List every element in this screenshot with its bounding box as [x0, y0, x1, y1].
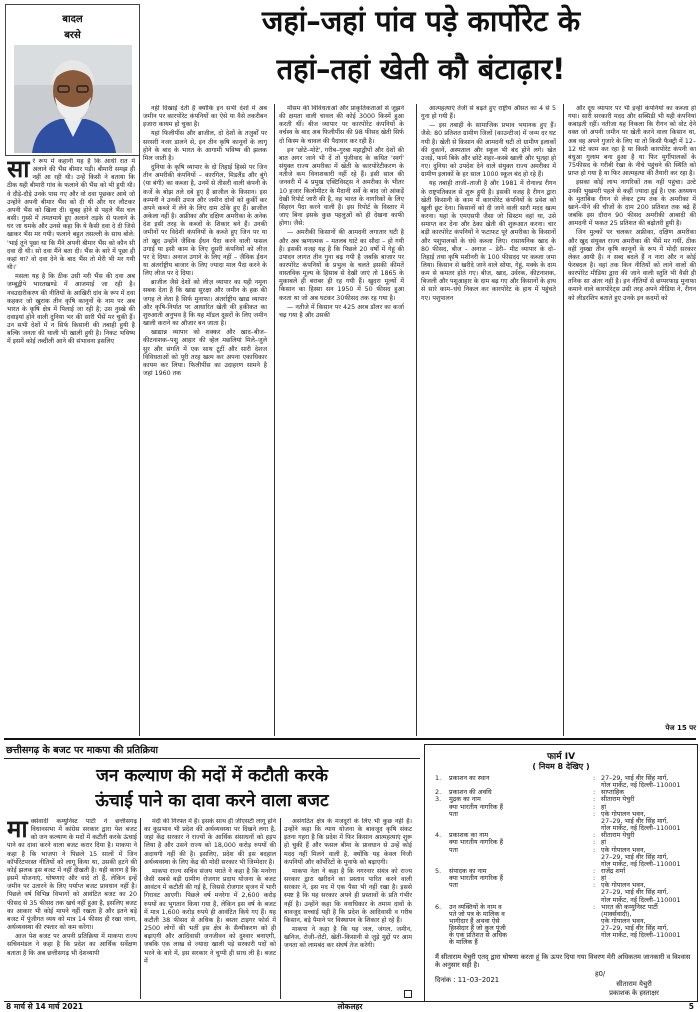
form-row-colon: : — [593, 809, 596, 818]
form-subtitle: ( नियम 8 देखिए ) — [532, 762, 590, 771]
form-row-value: 27–29, भाई वीर सिंह मार्ग, — [601, 852, 669, 861]
form-row-value: एके गोपालन भवन, — [601, 845, 646, 854]
form-row-value: गोल मार्केट, नई दिल्ली–110001 — [601, 895, 681, 904]
form-row-label: पता — [449, 881, 458, 890]
budget-col3-para: असंगठित क्षेत्र के मजदूरों के लिए भी कुछ नहीं है। उन्होंने कहा कि न्याय योजना के बावजूद कृषि संकट इतना गहरा है कि प्रदेश में फिर किसान आत्महत्याएं शुरू हो चुकी हैं और फसल बीमा के प्रावधान से उन्हें कोई मदद नहीं मिलने वाली है, क्योंकि यह केवल निजी कंपनियों और कॉर्पोरेटों के मुनाफे को बढ़ाएगी। — [284, 818, 412, 866]
form-row-num: 6. — [435, 902, 442, 911]
form-row-colon: : — [593, 845, 596, 854]
form-row-value: एके गोपालन भवन, — [601, 809, 646, 818]
form-row-label: के मालिक हैं — [449, 938, 478, 947]
budget-kicker: छत्तीसगढ़ के बजट पर माकपा की प्रतिक्रिया — [6, 745, 159, 756]
lead-article-column-4 — [421, 105, 556, 735]
continued-label: पेज 15 पर — [665, 724, 696, 732]
lead-article-column-3 — [279, 105, 404, 735]
budget-headline-line1: जन कल्याण की मदों में कटौती करके — [96, 766, 328, 786]
form-row-value: हां — [601, 838, 607, 847]
form-row-colon: : — [593, 902, 596, 911]
form-row-label: पता — [449, 845, 458, 854]
lead-col3-para: — नतीजे में किसान पर 425 अरब डॉलर का कर्जा चढ़ गया है और उसकी — [279, 303, 404, 319]
footer-date: 8 मार्च से 14 मार्च 2021 — [6, 1002, 84, 1011]
form-row-num: 5. — [435, 866, 442, 875]
lead-col3-para: मौसम की विविधताओं और प्राकृतिकताओं से जूझने की क्षमता वाली चावल की कोई 3000 किस्में हुआ करती थीं। बीज व्यापार पर कारपोरेट कंपनियों के वर्चस्व के बाद अब फिलीपींस की 98 फीसद खेती सिर्फ दो किस्म के चावल की पैदावार कर रही है। — [279, 105, 404, 145]
form-row-label: क्या भारतीय नागरिक हैं — [449, 802, 504, 811]
form-row-num: 2. — [435, 788, 442, 797]
form-row-value: गोल मार्केट, नई दिल्ली–110001 — [601, 824, 681, 833]
lead-col3-para: इन 'छोटे–मोटे', गरीब–गुरबा महाद्वीपों और देशों की बात अगर जाने भी दें तो पूंजीवाद के कथित 'स्वर्ग' संयुक्त राज्य अमरीका में खेती के कारपोरेटीकरण के नतीजे कम विनाशकारी नहीं रहे हैं। इसी साल की जनवरी में 4 प्रमुख एक्टिविस्ट्स ने अमरीका के भीतर 10 हजार किलोमीटर के मैदानी सर्वे के बाद जो आंकड़ें देखी रिपोर्ट जारी की है, वह भारत के नागरिकों के लिए सिहरन पैदा करने वाली है। इस रिपोर्ट के विस्तार में जाए बिना इसके कुछ पहलुओं को ही देखना काफी होगा। जैसे: — [279, 146, 404, 228]
form-row-value: 27–29, भाई वीर सिंह मार्ग, — [601, 924, 669, 933]
form-rows — [435, 775, 697, 947]
form-iv-box — [424, 744, 698, 1002]
budget-col3-para: माकपा नेता ने कहा है कि नगरनार संयंत्र को राज्य सरकार द्वारा खरीदने का प्रस्ताव पारित करने वाली सरकार ने, इस मद में एक पैसा भी नहीं रखा है। इससे स्पष्ट है कि यह सरकार अपने ही प्रस्तावों के प्रति गंभीर नहीं है। उन्होंने कहा कि वनाधिकार के तमाम दावों के बावजूद सच्चाई यही है कि प्रदेश के आदिवासी व गरीब किसान, बड़े पैमाने पर विस्थापन के शिकार हो रहे हैं। — [284, 867, 412, 924]
form-row-value: सीताराम येचुरी — [601, 795, 635, 804]
form-row-colon: : — [593, 788, 596, 797]
form-row-label: क्या भारतीय नागरिक हैं — [449, 838, 504, 847]
end-mark — [404, 990, 412, 998]
budget-dropcap: मा — [7, 818, 28, 843]
lead-headline-line1: जहां–जहां पांव पड़े कार्पोरेट के — [261, 4, 581, 38]
column-box — [5, 4, 140, 156]
budget-article-column-1 — [7, 818, 137, 999]
lead-col4-para: — इस तबाही के सामाजिक प्रभाव भयानक हुए हैं। जैसे: 80 प्रतिशत ग्रामीण जिलों (काउन्टीज) में जन्म दर घट गयी है। खेती से किसान की आमदनी घटी तो ग्रामीण इलाकों की दुकानें, अस्पताल और स्कूल भी बंद होने लगे। खेत उजड़े, फार्म बिके और छोटे शहर–कस्बे खाली और भुतहा हो गए। दुनिया को उपदेश देने वाले संयुक्त राज्य अमरीका में ग्रामीण इलाकों के हर साल 1000 स्कूल बंद हो रहे हैं। — [421, 122, 556, 179]
lead-col1-para: मसला यह है कि ठीक उसी मरी भैंस की दवा अब जम्बूद्वीपे भारतखण्डे में आजमाई जा रही है। नवउदारीकरण की नीतियों के आखिरी दांव के रूप में दवा कहकर जो खुराक तीन कृषि कानूनों के नाम पर अब भारत के कृषि क्षेत्र में पिलाई जा रही है; उस नुस्खे की दवाइयां होने वाली दुनिया भर की सारी भैंसें मर चुकी हैं। उन सभी देशों में न सिर्फ किसानी की तबाही हुयी है बल्कि जनता की थाली भी खाली हुयी है। निकट भविष्य में इसमें कोई तब्दीली आने की संभावना इसलिए — [7, 273, 135, 346]
lead-col4-para: आत्महत्याएं तेजी से बढ़ते हुए राष्ट्रीय औसत का 4 से 5 गुना हो गयी हैं। — [421, 105, 556, 121]
lead-col3-para: — अमरीकी किसानों की आमदनी लगातार घटी है और अब ऋणात्मक – मतलब घाटे का सौदा – हो गयी है। इसकी वजह यह है कि पिछले 20 वर्षों में गेहूं की उपादन लागत तीन गुना बढ़ गयी है जबकि बाजार पर कारपोरेट कंपनियों के प्रभुत्व के चलते इसकी कीमतें वास्तविक मूल्य के हिसाब से देखी जाएं तो 1865 के मुकाबले ही बराबर ही रह गयी हैं। खुदरा मूल्यों में किसान का हिस्सा सन 1950 में 50 फीसद हुआ करता था जो अब घटकर 30फीसद तक रह गया है। — [279, 229, 404, 302]
budget-article-column-3 — [284, 818, 412, 999]
form-row-num: 1. — [435, 774, 442, 782]
form-row-value: 27–29, भाई वीर सिंह मार्ग, — [601, 888, 669, 897]
form-row-colon: : — [593, 838, 596, 847]
form-row-value: सीताराम येचुरी — [601, 831, 635, 840]
form-row-colon: : — [593, 866, 596, 875]
form-row-label: प्रकाशन का स्थान — [449, 774, 490, 782]
budget-article-column-2 — [144, 818, 276, 999]
budget-col2-para: मंदी की गिरफ्त में है। इसके साथ ही जीएसटी लागू होने का कुप्रभाव भी प्रदेश की अर्थव्यवस्था पर दिखने लगा है, जहां केंद्र सरकार ने राज्यों के आर्थिक संसाधनों को हड़प लिया है और उसने राज्य को 18,000 करोड़ रुपयों की अदायगी नहीं की है। इसलिए, प्रदेश की इस बदहाल अर्थव्यवस्था के लिए केंद्र की मोदी सरकार भी जिम्मेदार है। — [144, 818, 276, 866]
form-row-value: 27–29, भाई वीर सिंह मार्ग, — [601, 774, 669, 782]
form-row-label: क्या भारतीय नागरिक हैं — [449, 874, 504, 883]
form-row-label: संपादक का नाम — [449, 866, 487, 875]
form-row-colon: : — [593, 831, 596, 840]
lead-col5-para: जिन मुल्कों पर चलकर अफ्रीका, दक्षिण अमरीका और खुद संयुक्त राज्य अमरीका की भैंसें मर गयीं, ठीक वही नुस्खा तीन कृषि कानूनों के रूप में मोदी सरकार लेकर आयी है। न सब्द बदले हैं न नारा और न कोई फेरबदल है। वहां तक किन नीतियों को लाने वालों की कारपोरेट मीडिया द्वारा की जाने वाली स्तुति भी वैसी ही तनिक सा अंतर नहीं है। इन नीतियों से छप्परफाड़ मुनाफा कमाने वाले कारपोरेट्स उसी तरह अपने मीडिया ने, रीगन को लीडरशिप बताते हुए उनके इन कदमों को — [568, 229, 696, 302]
form-row — [435, 875, 697, 882]
form-row-colon: : — [593, 881, 596, 890]
lead-headline-line2: तहां–तहां खेती कौ बंटाढ़ार! — [276, 52, 566, 86]
form-row-label: पते जो पत्र के मालिक व — [449, 909, 505, 918]
lead-col2-para: ब्राजील जैसे देशों को लीज़ व्यापार का यही नमूना सबक देता है कि खाद्य सुरक्षा और जमीन के हक़ की जगह ले लेता है सिर्फ मुनाफा। अंतर्राष्ट्रीय खाद्य व्यापार और कृषि-निर्यात पर आधारित खेती की हकीकत का शुरुआती अनुभव है कि यह मॉडल दूसरों के लिए जमीन खाली कराने का औजार बन जाता है। — [143, 279, 267, 328]
lead-col2-para: दुनिया के कृषि व्यापार के दो तिहाई हिस्से पर जिन तीन अमरीकी कंपनियों – कारगिल, मिडलैंड और बुंगे (या बंगी) का कब्जा है, उनमें से तीसरी वाली कंपनी के कर्जे के बोझ तले दबे हुए हैं ब्राजील के किसान। इस कम्पनी ने उनकी उपज और जमीन दोनों को कुर्की कर अपने कब्जे में लेने के लिए दाम ठोंके हुए हैं। ब्राजील अकेला नहीं है। अफ्रीका और दक्षिण अमरीका के अनेक देश इसी तरह के कब्जों के शिकार बने हैं। उनकी जमीनों पर विदेशी कंपनियों के कब्जे हुए जिन पर या तो खुद उन्होंने जैविक ईंधन पैदा करने वाली फसल उगाई या इसी काम के लिए दूसरी कंपनियों को लीज पर दे दिया। अनाज उगाने के लिए नहीं – जैविक ईंधन या अंतर्राष्ट्रीय बाजार के लिए ज्यादा माल पैदा करने के लिए लीज पर दे दिया। — [143, 164, 267, 278]
form-row-value: (मार्क्सवादी), — [601, 909, 632, 918]
lead-col5-para: इसका कोई लाभ नागरिकों तक नहीं पहुंचा। उल्टे उनकी भुखमरी पहले से कहीं ज्यादा हुई है। एक अध्ययन के मुताबिक रीगन से लेकर ट्रम्प तक के अमरीका में खाने–पीने की चीजों के दाम 200 प्रतिशत तक बढ़े हैं जबकि इस दौरान 90 फीसद अमरीकी आबादी की आमदनी में फकत 25 प्रतिशत की बढ़ोतरी हुयी है। — [568, 179, 696, 228]
form-signer-name: सीताराम येचुरी — [616, 980, 652, 988]
columnist-name-line1: बादल — [62, 14, 83, 25]
form-row — [435, 939, 697, 946]
form-row-label: भागीदार हैं अथवा ऐसे — [449, 917, 500, 925]
form-date: दिनांक : 11–03–2021 — [435, 976, 500, 984]
budget-col1-para: आज पेश बजट पर अपनी प्रतिक्रिया में माकपा राज्य सचिवमंडल ने कहा है कि प्रदेश का आर्थिक सर्वेक्षण बताता है कि अब छत्तीसगढ़ भी देशव्यापी — [7, 933, 137, 957]
lead-col4-para: यह तबाही ताजी–ताजी है और 1981 में रोनाल्ड रीगन के राष्ट्रपतिकाल से शुरू हुयी है। इसकी वजह है रीगन द्वारा खेती किसानी के काम में कारपोरेट कंपनियों के प्रवेश को खुली छूट देना। किसानों को दी जाने वाली सारी मदद खत्म करना। यहां के एमएसपी जैसा जो सिस्टम वहां था, उसे समाप्त कर देना और ठेका खेती की शुरूआत करना। चार बड़ी कारपोरेट कंपनियों ने फटाफट पूरे अमरीका के किसानों और पशुपालकों के धंधे कब्जा लिए। रासायनिक खाद के 80 फीसद, बीज – अनाज – डेरी– मीट व्यापार के दो–तिहाई तथा कृषि मशीनरी के 100 फीसदद पर कब्जा जमा लिया। किसान से खरीदे जाने वाले सोया, गेहूं, मक्के के दाम कम से कमतर होते गए। बीज, खाद, उर्वरक, कीटनाशक, बिजली और पशुआहार के दाम बढ़ गए और किसानों के हाथ से सारे काम–धंधे निकल कर कारपोरेट के हाथ में पहुंचते गए। पशुपालन — [421, 180, 556, 302]
columnist-photo — [14, 45, 132, 153]
footer-paper-name: लोकलहर — [337, 1002, 363, 1011]
form-row — [435, 839, 697, 846]
lead-article-column-1 — [7, 158, 135, 734]
form-row-value: एके गोपालन भवन, — [601, 881, 646, 890]
form-row-value: भारत की कम्युनिस्ट पार्टी — [601, 902, 658, 911]
form-row-value: हां — [601, 874, 607, 883]
lead-dropcap: सा — [7, 158, 30, 183]
form-row-colon: : — [593, 874, 596, 883]
form-row-num: 3. — [435, 795, 442, 804]
form-row-label: के एक प्रतिशत से अधिक — [449, 931, 508, 940]
form-signed-mark: ह0/ — [595, 970, 606, 978]
lead-col1-para: रे रूप में कहानी यह है कि आधी रात में अलाने की भैंस बीमार पड़ी। बीमारी समझ ही नहीं आ रही थी। उन्हें किसी ने बताया कि ठीक यही बीमारी गांव के फलाने की भैंस को भी हुयी थी। वे दौड़े-दौड़े उनके पास गए और वो दवा पूछकर आये जो उन्होंने अपनी बीमार भैंस को दी थी और घर लौटकर अपनी भैंस को खिला दी। सुबह होने से पहले भैंस चल बसी। गुस्से में तमतमाये हुए अलाने तड़के से फलाने के घर जा धमके और उनसे कहा कि ये कैसी दवा दे दी जिसे खाकर भैंस मर गयी। फलाने बहुत तसल्ली के साथ बोले: 'भाई तूने पूछा था कि मैंने अपनी बीमार भैंस को कौन सी दवा दी थी। सो दवा मैंने बता दी। भैंस के बारे में पूछा ही कहां था? वो दवा देने के बाद भैंस तो मेरी भी मर गयी थी।' — [7, 158, 135, 272]
form-row-value: एके गोपालन भवन, — [601, 917, 646, 925]
form-row-colon: : — [593, 795, 596, 804]
form-row — [435, 804, 697, 811]
form-row-value: गोल मार्केट, नई दिल्ली–110001 — [601, 781, 681, 790]
form-row-value: 27–29, भाई वीर सिंह मार्ग, — [601, 816, 669, 825]
form-row-label: उन व्यक्तियों के नाम व — [449, 902, 502, 911]
lead-article-column-2 — [143, 105, 267, 735]
form-declaration: मैं सीताराम येचुरी एतद् द्वारा घोषणा करता हूं कि ऊपर दिया गया विवरण मेरी अधिकतम जानकारी व विश्वास के अनुसार सही है। — [435, 953, 691, 970]
lead-col2-para: खाद्यान्न व्यापार को शक्कर और खाद–बीज–कीटनाशक–पशु आहार की व्हेल मछलियां मिले–जुले सुर और संगति में एक साथ टूटीं और सारी देशज विविधताओं को पूरी तरह खत्म कर अपना एकाधिकार कायम कर लिया। फिलीपींस का उदाहरण सामने है जहां 1960 तक — [143, 329, 267, 377]
budget-col3-para: माकपा ने कहा है कि यह जल, जंगल, जमीन, खनिज, रोजी–रोटी, खेती–किसानी से जुड़े मुद्दों पर आम जनता को लामबंद कर संघर्ष तेज करेगी। — [284, 926, 412, 950]
form-row-num: 4. — [435, 831, 442, 840]
form-row-colon: : — [593, 774, 596, 782]
lead-col2-para: यहां फिलीपींस और ब्राजील, दो देशों के तजुर्बों पर सरसरी नजर डालने से, इन तीन कृषि कानूनों के लागू होने के बाद के भारत के आगामी भविष्य की झलक मिल जाती है। — [143, 130, 267, 162]
form-row-value: राजेंद्र शर्मा — [601, 866, 626, 875]
form-signer-title: प्रकाशक के हस्ताक्षर — [609, 989, 659, 997]
form-row-label: पता — [449, 809, 458, 818]
lead-article-column-5 — [568, 105, 696, 719]
footer-page-number: 5 — [688, 1002, 694, 1011]
columnist-name-line2: बरसे — [64, 30, 81, 41]
budget-col1-para: र्क्सवादी कम्युनिस्ट पार्टी ने छत्तीसगढ़ विधानसभा में कांग्रेस सरकार द्वारा पेश बजट को जन कल्याण के मदों में कटौती करके ऊंचाई पाने का दावा करने वाला बजट करार दिया है। माकपा ने कहा है कि भाजपा ने पिछले 15 सालों में जिन कॉर्पोरेटपरस्त नीतियों को लागू किया था, उसकी हटने की कोई झलक इस बजट में नहीं दीखती है। यही कारण है कि इसमें योजनाएं, घोषणाएं और वादे तो हैं, लेकिन इन्हें जमीन पर उतारने के लिए पर्याप्त बजट प्रावधान नहीं है। पिछले वर्ष विभिन्न विभागों को आवंटित बजट का 20 फीसद से 35 फीसद तक खर्च नहीं हुआ है, इसलिए बजट का आकार भी कोई मायने नहीं रखता है और इतने बड़े बजट में पूंजीगत व्यय को मात्र 14 फीसद ही रखा जाना, अर्थव्यवस्था की रफ्तार को कम करेगा। — [7, 818, 137, 932]
form-row-value: हां — [601, 802, 607, 811]
lead-col2-para: नहीं दिखाई देती है क्योंकि इन सभी देशों में अब जमीन पर कारपोरेट कंपनियों का ऐसे या वैसे तकरीबन इजारा कायम हो चुका है। — [143, 105, 267, 129]
budget-col2-para: माकपा राज्य सचिव संजय पराते ने कहा है कि मनरेगा जैसी सबसे बड़ी ग्रामीण रोजगार प्रदाय योजना के बजट आवंटन में कटौती की गई है, जिससे रोजगार सृजन में भारी गिरावट आएगी। पिछले वर्ष मनरेगा में 2,600 करोड़ रुपयों का भुगतान किया गया है, लेकिन इस वर्ष के बजट में मात्र 1,600 करोड़ रुपये ही आवंटित किये गए हैं। यह कटौती 38 फीसद से अधिक है। बस्तर टाइगर फोर्स में 2500 लोगों की भर्ती इस क्षेत्र के सैन्यीकरण को ही बढ़ाएगी और आदिवासी जनजीवन को दुश्वार बनाएगी, जबकि एक लाख से ज्यादा खाली पड़े सरकारी पदों को भरने के बारे में, इस सरकार ने चुप्पी ही साध ली है। बजट में — [144, 867, 276, 965]
form-row-value: साप्ताहिक — [601, 788, 625, 797]
budget-headline-line2: ऊंचाई पाने का दावा करने वाला बजट — [95, 791, 329, 811]
form-title: फार्म IV — [546, 752, 576, 762]
form-row-label: प्रकाशक का नाम — [449, 831, 489, 840]
lead-col5-para: और दूध व्यापार पर भी इन्हीं कंपनियों का कब्जा हो गया। सारी सरकारी मदद और सब्सिडी भी यही कंपनियां कबाड़ती रहीं। नतीजा यह निकला कि रीगन को वोट देने वक्त जो अपनी जमीन पर खेती करने वाला किसान था, अब वह अपने गुजारे के लिए या तो किसी फैक्ट्री में 12–12 घंटे काम कर रहा है या किसी कारपोरेट कंपनी का बंधुआ गुलाम बना हुआ है या फिर मुर्गीपालकों के 75फीसद के गरीबी रेखा के नीचे पहुंचने की स्थिति को प्राप्त हो गया है या फिर आत्महत्या की तैयारी कर रहा है। — [568, 105, 696, 178]
form-row-value: गोल मार्केट, नई दिल्ली–110001 — [601, 931, 681, 940]
form-row-label: मुद्रक का नाम — [449, 795, 481, 804]
form-row-label: प्रकाशन की अवधि — [449, 788, 492, 797]
form-row-label: हिस्सेदार हैं जो कुल पूंजी — [449, 924, 506, 933]
form-row-value: गोल मार्केट, नई दिल्ली–110001 — [601, 859, 681, 868]
form-row-colon: : — [593, 802, 596, 811]
